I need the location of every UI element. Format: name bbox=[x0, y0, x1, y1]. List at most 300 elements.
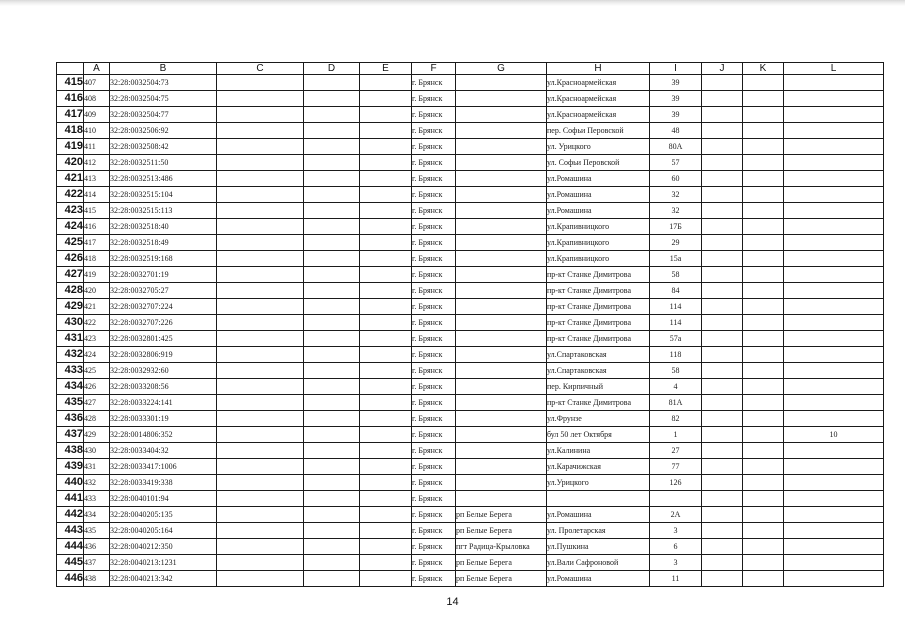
cell-house-number: 11 bbox=[650, 571, 702, 587]
cell-e bbox=[360, 123, 412, 139]
cell-l bbox=[784, 235, 884, 251]
cell-l bbox=[784, 475, 884, 491]
table-row bbox=[57, 219, 884, 235]
cell-l bbox=[784, 187, 884, 203]
cell-j bbox=[702, 267, 743, 283]
cell-k bbox=[743, 139, 784, 155]
cell-c bbox=[217, 363, 304, 379]
cell-settlement: пгт Радица-Крыловка bbox=[456, 539, 547, 555]
cell-c bbox=[217, 75, 304, 91]
scan-edge-shadow bbox=[0, 0, 905, 6]
cell-j bbox=[702, 395, 743, 411]
cell-street: пр-кт Станке Димитрова bbox=[547, 331, 650, 347]
table-row bbox=[57, 139, 884, 155]
cell-house-number: 118 bbox=[650, 347, 702, 363]
cell-j bbox=[702, 299, 743, 315]
cell-e bbox=[360, 379, 412, 395]
cell-house-number: 32 bbox=[650, 203, 702, 219]
cell-cadastral-number: 32:28:0032518:40 bbox=[110, 219, 217, 235]
cell-a: 428 bbox=[84, 411, 110, 427]
cell-street: ул.Ромашина bbox=[547, 571, 650, 587]
cell-settlement bbox=[456, 315, 547, 331]
corner-cell bbox=[57, 63, 84, 75]
cell-house-number: 77 bbox=[650, 459, 702, 475]
cell-l bbox=[784, 107, 884, 123]
cell-l bbox=[784, 395, 884, 411]
cell-house-number: 80А bbox=[650, 139, 702, 155]
table-row bbox=[57, 299, 884, 315]
cell-e bbox=[360, 203, 412, 219]
cell-cadastral-number: 32:28:0014806:352 bbox=[110, 427, 217, 443]
cell-d bbox=[304, 283, 360, 299]
row-number: 432 bbox=[57, 347, 84, 363]
cell-city: г. Брянск bbox=[412, 379, 456, 395]
cell-settlement bbox=[456, 283, 547, 299]
cell-cadastral-number: 32:28:0033417:1006 bbox=[110, 459, 217, 475]
cell-a: 433 bbox=[84, 491, 110, 507]
cell-street: ул.Спартаковская bbox=[547, 363, 650, 379]
table-row bbox=[57, 251, 884, 267]
cell-house-number: 2А bbox=[650, 507, 702, 523]
cell-e bbox=[360, 555, 412, 571]
cell-c bbox=[217, 379, 304, 395]
cell-j bbox=[702, 475, 743, 491]
cell-j bbox=[702, 235, 743, 251]
cell-d bbox=[304, 491, 360, 507]
cell-j bbox=[702, 427, 743, 443]
cell-e bbox=[360, 475, 412, 491]
row-number: 436 bbox=[57, 411, 84, 427]
table-row bbox=[57, 107, 884, 123]
cell-e bbox=[360, 235, 412, 251]
cell-l bbox=[784, 219, 884, 235]
row-number: 423 bbox=[57, 203, 84, 219]
cell-a: 420 bbox=[84, 283, 110, 299]
cell-c bbox=[217, 411, 304, 427]
table-row bbox=[57, 123, 884, 139]
cell-j bbox=[702, 443, 743, 459]
cell-settlement bbox=[456, 299, 547, 315]
cell-e bbox=[360, 91, 412, 107]
cell-cadastral-number: 32:28:0032707:226 bbox=[110, 315, 217, 331]
cell-j bbox=[702, 491, 743, 507]
cell-street: ул.Крапивницкого bbox=[547, 235, 650, 251]
cell-l bbox=[784, 539, 884, 555]
cell-city: г. Брянск bbox=[412, 155, 456, 171]
cell-a: 418 bbox=[84, 251, 110, 267]
cell-d bbox=[304, 395, 360, 411]
cell-l bbox=[784, 251, 884, 267]
cell-city: г. Брянск bbox=[412, 75, 456, 91]
cell-street: ул.Крапивницкого bbox=[547, 219, 650, 235]
cell-house-number: 48 bbox=[650, 123, 702, 139]
table-row bbox=[57, 75, 884, 91]
cell-street: ул.Ромашина bbox=[547, 187, 650, 203]
table-row bbox=[57, 571, 884, 587]
column-header: J bbox=[702, 63, 743, 75]
cell-house-number: 39 bbox=[650, 75, 702, 91]
cell-j bbox=[702, 107, 743, 123]
cell-city: г. Брянск bbox=[412, 523, 456, 539]
table-row bbox=[57, 491, 884, 507]
cell-house-number: 126 bbox=[650, 475, 702, 491]
cell-d bbox=[304, 459, 360, 475]
cell-d bbox=[304, 203, 360, 219]
cell-house-number: 81А bbox=[650, 395, 702, 411]
cell-c bbox=[217, 331, 304, 347]
cell-house-number: 58 bbox=[650, 363, 702, 379]
cell-street: ул. Урицкого bbox=[547, 139, 650, 155]
cell-settlement: рп Белые Берега bbox=[456, 571, 547, 587]
cell-city: г. Брянск bbox=[412, 459, 456, 475]
cell-j bbox=[702, 571, 743, 587]
cell-city: г. Брянск bbox=[412, 235, 456, 251]
cell-street: ул.Калинина bbox=[547, 443, 650, 459]
cell-d bbox=[304, 411, 360, 427]
table-row bbox=[57, 91, 884, 107]
cell-d bbox=[304, 539, 360, 555]
cell-e bbox=[360, 491, 412, 507]
row-number: 424 bbox=[57, 219, 84, 235]
cell-j bbox=[702, 363, 743, 379]
table-row bbox=[57, 267, 884, 283]
cell-cadastral-number: 32:28:0032705:27 bbox=[110, 283, 217, 299]
cell-settlement bbox=[456, 427, 547, 443]
cell-c bbox=[217, 491, 304, 507]
cell-d bbox=[304, 555, 360, 571]
cell-settlement bbox=[456, 347, 547, 363]
cell-city: г. Брянск bbox=[412, 107, 456, 123]
cell-house-number: 6 bbox=[650, 539, 702, 555]
cell-a: 426 bbox=[84, 379, 110, 395]
cell-d bbox=[304, 331, 360, 347]
column-header: E bbox=[360, 63, 412, 75]
cell-j bbox=[702, 331, 743, 347]
cell-street: пр-кт Станке Димитрова bbox=[547, 283, 650, 299]
cell-k bbox=[743, 123, 784, 139]
cell-a: 431 bbox=[84, 459, 110, 475]
cell-city: г. Брянск bbox=[412, 139, 456, 155]
cell-e bbox=[360, 443, 412, 459]
cell-street: ул.Вали Сафроновой bbox=[547, 555, 650, 571]
cell-e bbox=[360, 107, 412, 123]
cell-city: г. Брянск bbox=[412, 539, 456, 555]
cell-e bbox=[360, 315, 412, 331]
cell-city: г. Брянск bbox=[412, 475, 456, 491]
cell-k bbox=[743, 347, 784, 363]
cell-settlement bbox=[456, 75, 547, 91]
cell-cadastral-number: 32:28:0032508:42 bbox=[110, 139, 217, 155]
cell-settlement bbox=[456, 363, 547, 379]
cell-k bbox=[743, 459, 784, 475]
cell-l bbox=[784, 491, 884, 507]
cell-house-number: 4 bbox=[650, 379, 702, 395]
cell-city: г. Брянск bbox=[412, 347, 456, 363]
cell-j bbox=[702, 555, 743, 571]
cell-e bbox=[360, 267, 412, 283]
cell-d bbox=[304, 427, 360, 443]
cell-k bbox=[743, 299, 784, 315]
column-header: G bbox=[456, 63, 547, 75]
cell-e bbox=[360, 347, 412, 363]
page-number: 14 bbox=[446, 596, 459, 608]
table-row bbox=[57, 427, 884, 443]
cell-c bbox=[217, 571, 304, 587]
cell-house-number: 39 bbox=[650, 91, 702, 107]
cell-j bbox=[702, 123, 743, 139]
cell-cadastral-number: 32:28:0032504:73 bbox=[110, 75, 217, 91]
cell-c bbox=[217, 219, 304, 235]
cell-c bbox=[217, 155, 304, 171]
row-number: 417 bbox=[57, 107, 84, 123]
cell-e bbox=[360, 523, 412, 539]
cell-j bbox=[702, 75, 743, 91]
cell-c bbox=[217, 427, 304, 443]
cell-l bbox=[784, 411, 884, 427]
row-number: 426 bbox=[57, 251, 84, 267]
cell-city: г. Брянск bbox=[412, 203, 456, 219]
column-header: F bbox=[412, 63, 456, 75]
cell-j bbox=[702, 187, 743, 203]
cell-k bbox=[743, 491, 784, 507]
cell-c bbox=[217, 555, 304, 571]
cell-city: г. Брянск bbox=[412, 491, 456, 507]
cell-street: ул. Пролетарская bbox=[547, 523, 650, 539]
cell-settlement bbox=[456, 411, 547, 427]
cell-city: г. Брянск bbox=[412, 443, 456, 459]
cell-city: г. Брянск bbox=[412, 411, 456, 427]
cell-k bbox=[743, 187, 784, 203]
cell-street: ул.Пушкина bbox=[547, 539, 650, 555]
cell-k bbox=[743, 107, 784, 123]
cell-city: г. Брянск bbox=[412, 283, 456, 299]
cell-d bbox=[304, 523, 360, 539]
cell-c bbox=[217, 523, 304, 539]
table-row bbox=[57, 171, 884, 187]
row-number: 437 bbox=[57, 427, 84, 443]
cell-e bbox=[360, 363, 412, 379]
cell-settlement bbox=[456, 139, 547, 155]
cell-street: ул.Красноармейская bbox=[547, 91, 650, 107]
cell-city: г. Брянск bbox=[412, 507, 456, 523]
table-row bbox=[57, 443, 884, 459]
cell-k bbox=[743, 523, 784, 539]
cell-j bbox=[702, 347, 743, 363]
table-row bbox=[57, 459, 884, 475]
cell-house-number: 29 bbox=[650, 235, 702, 251]
column-header: C bbox=[217, 63, 304, 75]
cell-cadastral-number: 32:28:0032932:60 bbox=[110, 363, 217, 379]
cell-house-number: 15а bbox=[650, 251, 702, 267]
cell-settlement bbox=[456, 379, 547, 395]
cell-c bbox=[217, 267, 304, 283]
cell-settlement: рп Белые Берега bbox=[456, 555, 547, 571]
cell-e bbox=[360, 171, 412, 187]
table-row bbox=[57, 203, 884, 219]
cell-city: г. Брянск bbox=[412, 363, 456, 379]
cell-d bbox=[304, 475, 360, 491]
column-header: B bbox=[110, 63, 217, 75]
cell-k bbox=[743, 251, 784, 267]
row-number: 421 bbox=[57, 171, 84, 187]
row-number: 431 bbox=[57, 331, 84, 347]
cell-house-number: 58 bbox=[650, 267, 702, 283]
cell-e bbox=[360, 219, 412, 235]
table-row bbox=[57, 395, 884, 411]
cell-house-number: 114 bbox=[650, 299, 702, 315]
cell-house-number: 27 bbox=[650, 443, 702, 459]
cell-street: ул.Крапивницкого bbox=[547, 251, 650, 267]
row-number: 420 bbox=[57, 155, 84, 171]
row-number: 435 bbox=[57, 395, 84, 411]
cell-d bbox=[304, 251, 360, 267]
cell-c bbox=[217, 251, 304, 267]
cell-cadastral-number: 32:28:0040101:94 bbox=[110, 491, 217, 507]
cell-settlement bbox=[456, 91, 547, 107]
cell-j bbox=[702, 379, 743, 395]
cell-j bbox=[702, 171, 743, 187]
cell-street: пер. Софьи Перовской bbox=[547, 123, 650, 139]
cell-d bbox=[304, 299, 360, 315]
cell-street: ул.Ромашина bbox=[547, 171, 650, 187]
cell-a: 429 bbox=[84, 427, 110, 443]
row-number: 444 bbox=[57, 539, 84, 555]
cell-settlement bbox=[456, 251, 547, 267]
cell-l bbox=[784, 299, 884, 315]
cell-d bbox=[304, 187, 360, 203]
cell-a: 430 bbox=[84, 443, 110, 459]
cell-a: 414 bbox=[84, 187, 110, 203]
row-number: 433 bbox=[57, 363, 84, 379]
cell-j bbox=[702, 251, 743, 267]
table-row bbox=[57, 507, 884, 523]
cell-a: 412 bbox=[84, 155, 110, 171]
cell-e bbox=[360, 331, 412, 347]
cell-c bbox=[217, 459, 304, 475]
cell-d bbox=[304, 171, 360, 187]
cell-street: бул 50 лет Октября bbox=[547, 427, 650, 443]
cell-city: г. Брянск bbox=[412, 91, 456, 107]
cell-a: 435 bbox=[84, 523, 110, 539]
cell-e bbox=[360, 283, 412, 299]
cell-k bbox=[743, 379, 784, 395]
cell-cadastral-number: 32:28:0033404:32 bbox=[110, 443, 217, 459]
table-row bbox=[57, 315, 884, 331]
row-number: 429 bbox=[57, 299, 84, 315]
cell-c bbox=[217, 123, 304, 139]
cell-cadastral-number: 32:28:0032506:92 bbox=[110, 123, 217, 139]
cell-k bbox=[743, 411, 784, 427]
cell-cadastral-number: 32:28:0033224:141 bbox=[110, 395, 217, 411]
cell-e bbox=[360, 459, 412, 475]
cell-settlement bbox=[456, 395, 547, 411]
cell-street: ул.Красноармейская bbox=[547, 107, 650, 123]
cell-cadastral-number: 32:28:0032701:19 bbox=[110, 267, 217, 283]
cell-l bbox=[784, 507, 884, 523]
row-number: 428 bbox=[57, 283, 84, 299]
cell-k bbox=[743, 219, 784, 235]
cell-street: ул.Ромашина bbox=[547, 507, 650, 523]
cell-cadastral-number: 32:28:0032504:75 bbox=[110, 91, 217, 107]
cell-l bbox=[784, 347, 884, 363]
column-header: L bbox=[784, 63, 884, 75]
cell-settlement: рп Белые Берега bbox=[456, 507, 547, 523]
cell-house-number: 60 bbox=[650, 171, 702, 187]
row-number: 422 bbox=[57, 187, 84, 203]
cell-street: пер. Кирпичный bbox=[547, 379, 650, 395]
cell-j bbox=[702, 507, 743, 523]
column-header: A bbox=[84, 63, 110, 75]
cell-e bbox=[360, 507, 412, 523]
cell-j bbox=[702, 139, 743, 155]
cell-a: 424 bbox=[84, 347, 110, 363]
table-row bbox=[57, 555, 884, 571]
cell-k bbox=[743, 571, 784, 587]
cell-cadastral-number: 32:28:0033419:338 bbox=[110, 475, 217, 491]
cell-k bbox=[743, 267, 784, 283]
cell-a: 411 bbox=[84, 139, 110, 155]
cell-j bbox=[702, 219, 743, 235]
cell-settlement bbox=[456, 203, 547, 219]
cell-cadastral-number: 32:28:0032515:104 bbox=[110, 187, 217, 203]
cell-settlement bbox=[456, 219, 547, 235]
cell-cadastral-number: 32:28:0040213:1231 bbox=[110, 555, 217, 571]
table-row bbox=[57, 331, 884, 347]
row-number: 419 bbox=[57, 139, 84, 155]
cell-k bbox=[743, 395, 784, 411]
cell-d bbox=[304, 379, 360, 395]
cell-a: 437 bbox=[84, 555, 110, 571]
cell-cadastral-number: 32:28:0032515:113 bbox=[110, 203, 217, 219]
cell-l: 10 bbox=[784, 427, 884, 443]
row-number: 434 bbox=[57, 379, 84, 395]
cell-street: ул.Фрунзе bbox=[547, 411, 650, 427]
cell-k bbox=[743, 443, 784, 459]
row-number: 425 bbox=[57, 235, 84, 251]
cell-settlement bbox=[456, 235, 547, 251]
cell-cadastral-number: 32:28:0040205:135 bbox=[110, 507, 217, 523]
cell-d bbox=[304, 139, 360, 155]
row-number: 438 bbox=[57, 443, 84, 459]
cell-city: г. Брянск bbox=[412, 427, 456, 443]
cell-k bbox=[743, 75, 784, 91]
cell-d bbox=[304, 571, 360, 587]
cell-cadastral-number: 32:28:0032518:49 bbox=[110, 235, 217, 251]
row-number: 439 bbox=[57, 459, 84, 475]
cell-cadastral-number: 32:28:0032707:224 bbox=[110, 299, 217, 315]
cell-a: 409 bbox=[84, 107, 110, 123]
cell-settlement bbox=[456, 459, 547, 475]
cell-d bbox=[304, 107, 360, 123]
cell-j bbox=[702, 203, 743, 219]
column-header-row bbox=[57, 63, 884, 75]
cell-j bbox=[702, 283, 743, 299]
cell-house-number: 32 bbox=[650, 187, 702, 203]
cell-d bbox=[304, 91, 360, 107]
cell-settlement bbox=[456, 267, 547, 283]
cell-street: ул.Урицкого bbox=[547, 475, 650, 491]
cell-l bbox=[784, 203, 884, 219]
cell-city: г. Брянск bbox=[412, 123, 456, 139]
cell-k bbox=[743, 363, 784, 379]
cell-d bbox=[304, 347, 360, 363]
cell-c bbox=[217, 283, 304, 299]
cell-l bbox=[784, 267, 884, 283]
cell-l bbox=[784, 155, 884, 171]
cell-cadastral-number: 32:28:0040212:350 bbox=[110, 539, 217, 555]
cell-house-number: 3 bbox=[650, 555, 702, 571]
cell-l bbox=[784, 91, 884, 107]
